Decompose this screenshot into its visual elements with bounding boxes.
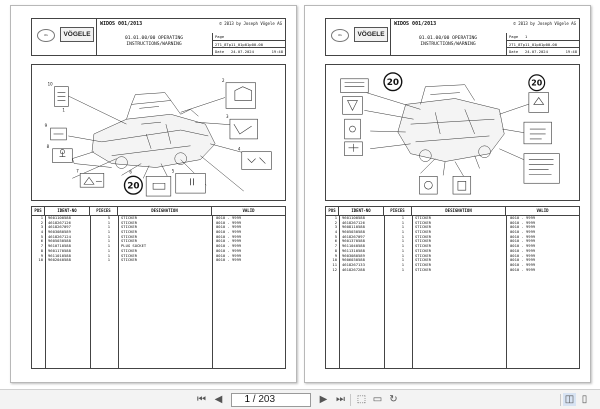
designation-cell: STICKER bbox=[415, 220, 432, 225]
wirtgen-group-logo: WG bbox=[37, 29, 55, 42]
exploded-view-drawing bbox=[31, 64, 286, 201]
page-header bbox=[325, 18, 580, 56]
designation-cell: PLUG SOCKET bbox=[121, 244, 147, 249]
time-value: 19:48 bbox=[271, 49, 283, 55]
widos-label: WIDOS 001/2013 bbox=[100, 21, 143, 27]
parts-table bbox=[31, 206, 286, 369]
pos-cell: 10 bbox=[38, 258, 43, 263]
pos-cell: 10 bbox=[332, 258, 337, 263]
designation-cell: STICKER bbox=[121, 225, 138, 230]
valid-cell: 0010 - 9999 bbox=[510, 248, 536, 253]
ident-cell: 9611040588 bbox=[342, 244, 365, 249]
pos-cell: 4 bbox=[334, 230, 337, 235]
valid-cell: 0010 - 9999 bbox=[510, 225, 536, 230]
header-designation: DESIGNATION bbox=[118, 207, 212, 215]
rotate-icon[interactable]: ↻ bbox=[389, 394, 398, 405]
designation-cell: STICKER bbox=[415, 244, 432, 249]
designation-cell: STICKER bbox=[415, 239, 432, 244]
date-value: 24.07.2024 bbox=[525, 49, 548, 55]
page-total-label: / 203 bbox=[252, 394, 276, 405]
pieces-cell: 1 bbox=[401, 234, 404, 239]
section-title bbox=[100, 36, 208, 47]
two-page-icon[interactable]: ◫ bbox=[564, 394, 575, 405]
pieces-cell: 1 bbox=[401, 239, 404, 244]
pieces-cell: 1 bbox=[401, 258, 404, 263]
document-page bbox=[304, 5, 591, 383]
pos-cell: 7 bbox=[40, 244, 43, 249]
part-code: 2T1_8Tp11_01p01p00-00 bbox=[509, 41, 558, 47]
valid-cell: 0010 - 9999 bbox=[510, 234, 536, 239]
page-label: Page bbox=[509, 34, 519, 39]
pieces-cell: 1 bbox=[107, 248, 110, 253]
pos-cell: 6 bbox=[40, 239, 43, 244]
pos-cell: 12 bbox=[332, 267, 337, 272]
ident-cell: 4618267097 bbox=[48, 225, 71, 230]
callout-label: 8 bbox=[46, 143, 50, 149]
pos-cell: 3 bbox=[334, 225, 337, 230]
pos-cell: 3 bbox=[40, 225, 43, 230]
callout-label: 7 bbox=[76, 168, 79, 174]
ident-cell: 9601170588 bbox=[48, 248, 71, 253]
valid-cell: 0010 - 9999 bbox=[510, 253, 536, 258]
pos-cell: 5 bbox=[334, 234, 337, 239]
pieces-cell: 1 bbox=[107, 258, 110, 263]
valid-cell: 0010 - 9999 bbox=[510, 230, 536, 235]
header-pos: POS bbox=[32, 207, 45, 215]
designation-cell: STICKER bbox=[415, 216, 432, 220]
pos-cell: 11 bbox=[332, 262, 337, 267]
pieces-cell: 1 bbox=[401, 216, 404, 220]
valid-cell: 0010 - 9999 bbox=[510, 262, 536, 267]
valid-cell: 0010 - 9999 bbox=[216, 234, 242, 239]
ident-cell: 9605030588 bbox=[48, 239, 71, 244]
callout-label: 9 bbox=[44, 123, 48, 129]
table-header bbox=[326, 207, 579, 216]
ident-cell: 4618267097 bbox=[342, 234, 365, 239]
pos-cell: 4 bbox=[40, 230, 43, 235]
ident-cell: 4618267124 bbox=[48, 234, 71, 239]
fit-page-icon[interactable]: ▭ bbox=[372, 394, 383, 405]
pieces-cell: 1 bbox=[401, 253, 404, 258]
pieces-cell: 1 bbox=[107, 220, 110, 225]
header-pieces: PIECES bbox=[384, 207, 412, 215]
ident-cell: 9606030588 bbox=[342, 258, 365, 263]
callout-label: 2 bbox=[222, 77, 225, 83]
header-designation: DESIGNATION bbox=[412, 207, 506, 215]
pos-cell: 5 bbox=[40, 234, 43, 239]
page-number-field[interactable] bbox=[231, 393, 311, 407]
ident-cell: 9603080589 bbox=[342, 253, 365, 258]
ident-cell: 4618267288 bbox=[342, 267, 365, 272]
ident-cell: 9601100588 bbox=[48, 216, 71, 220]
ident-cell: 9605030588 bbox=[342, 230, 365, 235]
valid-cell: 0010 - 9999 bbox=[510, 244, 536, 249]
valid-cell: 0010 - 9999 bbox=[216, 244, 242, 249]
exploded-view-drawing bbox=[325, 64, 580, 201]
pieces-cell: 5 bbox=[107, 216, 110, 220]
pieces-cell: 1 bbox=[107, 234, 110, 239]
header-valid: VALID bbox=[536, 208, 549, 213]
ident-cell: 4618267133 bbox=[342, 262, 365, 267]
pieces-cell: 1 bbox=[401, 230, 404, 235]
callout-label: 3 bbox=[226, 114, 229, 120]
ident-cell: 4618267126 bbox=[48, 220, 71, 225]
date-label: Date bbox=[215, 49, 225, 55]
pieces-cell: 1 bbox=[107, 239, 110, 244]
pieces-cell: 1 bbox=[401, 262, 404, 267]
valid-cell: 0010 - 9999 bbox=[216, 248, 242, 253]
brand-logo: VÖGELE bbox=[354, 27, 388, 42]
pos-cell: 1 bbox=[40, 216, 43, 220]
valid-cell: 0010 - 9999 bbox=[510, 239, 536, 244]
speed-limit-sign: 20 bbox=[127, 181, 140, 192]
copyright-label: © 2013 by Joseph Vögele AG bbox=[513, 21, 576, 26]
header-ident: IDENT-NO bbox=[45, 207, 90, 215]
table-body bbox=[326, 216, 579, 368]
header-valid: VALID bbox=[242, 208, 255, 213]
designation-cell: STICKER bbox=[121, 239, 138, 244]
pieces-cell: 1 bbox=[107, 253, 110, 258]
callout-label: 10 bbox=[47, 81, 53, 87]
copyright-label: © 2013 by Joseph Vögele AG bbox=[219, 21, 282, 26]
header-pieces: PIECES bbox=[90, 207, 118, 215]
paver-illustration bbox=[326, 65, 579, 200]
logo-area bbox=[32, 19, 97, 55]
speed-limit-sign: 20 bbox=[531, 78, 543, 88]
section-title-line2: INSTRUCTIONS/WARNING bbox=[420, 41, 476, 47]
pieces-cell: 1 bbox=[401, 220, 404, 225]
pos-cell: 8 bbox=[334, 248, 337, 253]
table-body bbox=[32, 216, 285, 368]
ident-cell: 9601100588 bbox=[342, 216, 365, 220]
table-rows bbox=[326, 216, 579, 272]
page-value: 1 bbox=[525, 34, 528, 39]
valid-cell: 0010 - 9999 bbox=[216, 216, 242, 220]
designation-cell: STICKER bbox=[121, 220, 138, 225]
designation-cell: STICKER bbox=[415, 262, 432, 267]
table-rows bbox=[32, 216, 285, 263]
part-code: 2T1_8Tp11_01p01p00-00 bbox=[215, 41, 264, 47]
prev-page-icon[interactable]: ◀ bbox=[214, 394, 223, 405]
section-title-line2: INSTRUCTIONS/WARNING bbox=[126, 41, 182, 47]
pieces-cell: 1 bbox=[107, 230, 110, 235]
valid-cell: 0010 - 9999 bbox=[510, 267, 536, 272]
ident-cell: 9611010588 bbox=[48, 253, 71, 258]
header-ident: IDENT-NO bbox=[339, 207, 384, 215]
designation-cell: STICKER bbox=[121, 248, 138, 253]
pos-cell: 2 bbox=[334, 220, 337, 225]
next-page-icon[interactable]: ▶ bbox=[319, 394, 328, 405]
pieces-cell: 1 bbox=[107, 225, 110, 230]
callout-label: 6 bbox=[129, 169, 132, 175]
brand-logo: VÖGELE bbox=[60, 27, 94, 42]
ident-cell: 9601370588 bbox=[342, 239, 365, 244]
designation-cell: STICKER bbox=[121, 230, 138, 235]
pos-cell: 6 bbox=[334, 239, 337, 244]
valid-cell: 0010 - 9999 bbox=[216, 253, 242, 258]
callout-label: 1 bbox=[62, 107, 65, 113]
section-title bbox=[394, 36, 502, 47]
pos-cell: 8 bbox=[40, 248, 43, 253]
page-info-box bbox=[506, 33, 580, 56]
single-page-icon[interactable]: ▯ bbox=[581, 394, 588, 405]
designation-cell: STICKER bbox=[415, 225, 432, 230]
widos-label: WIDOS 001/2013 bbox=[394, 21, 437, 27]
parts-table bbox=[325, 206, 580, 369]
valid-cell: 0010 - 9999 bbox=[510, 258, 536, 263]
viewer-toolbar bbox=[0, 389, 600, 409]
callout-label: 4 bbox=[237, 146, 241, 152]
date-value: 24.07.2024 bbox=[231, 49, 254, 55]
ident-cell: 9603080589 bbox=[48, 230, 71, 235]
pieces-cell: 1 bbox=[401, 267, 404, 272]
designation-cell: STICKER bbox=[121, 258, 138, 263]
section-title-line1: 01.01.00/00 OPERATING bbox=[124, 36, 184, 41]
designation-cell: STICKER bbox=[415, 230, 432, 235]
pieces-cell: 1 bbox=[401, 248, 404, 253]
valid-cell: 0010 - 9999 bbox=[216, 230, 242, 235]
time-value: 19:48 bbox=[565, 49, 577, 55]
pos-cell: 9 bbox=[40, 253, 43, 258]
table-row bbox=[326, 268, 579, 273]
pos-cell: 2 bbox=[40, 220, 43, 225]
designation-cell: STICKER bbox=[415, 234, 432, 239]
table-row bbox=[32, 258, 285, 263]
speed-limit-sign: 20 bbox=[386, 78, 400, 89]
valid-cell: 0010 - 9999 bbox=[216, 258, 242, 263]
designation-cell: STICKER bbox=[415, 253, 432, 258]
header-pos: POS bbox=[326, 207, 339, 215]
ident-cell: 9602040588 bbox=[48, 258, 71, 263]
pieces-cell: 1 bbox=[401, 225, 404, 230]
paver-illustration bbox=[32, 65, 285, 200]
page-info-box bbox=[212, 33, 286, 56]
ident-cell: 9608110588 bbox=[342, 225, 365, 230]
designation-cell: STICKER bbox=[415, 267, 432, 272]
section-title-line1: 01.01.00/00 OPERATING bbox=[418, 36, 478, 41]
valid-cell: 0010 - 9999 bbox=[216, 225, 242, 230]
valid-cell: 0010 - 9999 bbox=[510, 216, 536, 220]
ident-cell: 4618267126 bbox=[342, 220, 365, 225]
designation-cell: STICKER bbox=[415, 258, 432, 263]
pieces-cell: 1 bbox=[401, 244, 404, 249]
designation-cell: STICKER bbox=[121, 216, 138, 220]
document-page bbox=[10, 5, 297, 383]
valid-cell: 0010 - 9999 bbox=[510, 220, 536, 225]
ident-cell: 9611310588 bbox=[342, 248, 365, 253]
designation-cell: STICKER bbox=[415, 248, 432, 253]
valid-cell: 0010 - 9999 bbox=[216, 239, 242, 244]
last-page-icon[interactable]: ⏭ bbox=[336, 394, 345, 405]
designation-cell: STICKER bbox=[121, 253, 138, 258]
pos-cell: 7 bbox=[334, 244, 337, 249]
first-page-icon[interactable]: ⏮ bbox=[197, 394, 206, 405]
pieces-cell: 1 bbox=[107, 244, 110, 249]
ident-cell: 9610710588 bbox=[48, 244, 71, 249]
page-label: Page bbox=[215, 34, 225, 39]
wirtgen-group-logo: WG bbox=[331, 29, 349, 42]
fit-width-icon[interactable]: ⬚ bbox=[356, 394, 367, 405]
date-label: Date bbox=[509, 49, 519, 55]
callout-label: 5 bbox=[171, 168, 175, 174]
page-number-input[interactable] bbox=[236, 394, 250, 405]
designation-cell: STICKER bbox=[121, 234, 138, 239]
pos-cell: 9 bbox=[334, 253, 337, 258]
logo-area bbox=[326, 19, 391, 55]
table-header bbox=[32, 207, 285, 216]
page-header bbox=[31, 18, 286, 56]
pos-cell: 1 bbox=[334, 216, 337, 220]
valid-cell: 0010 - 9999 bbox=[216, 220, 242, 225]
